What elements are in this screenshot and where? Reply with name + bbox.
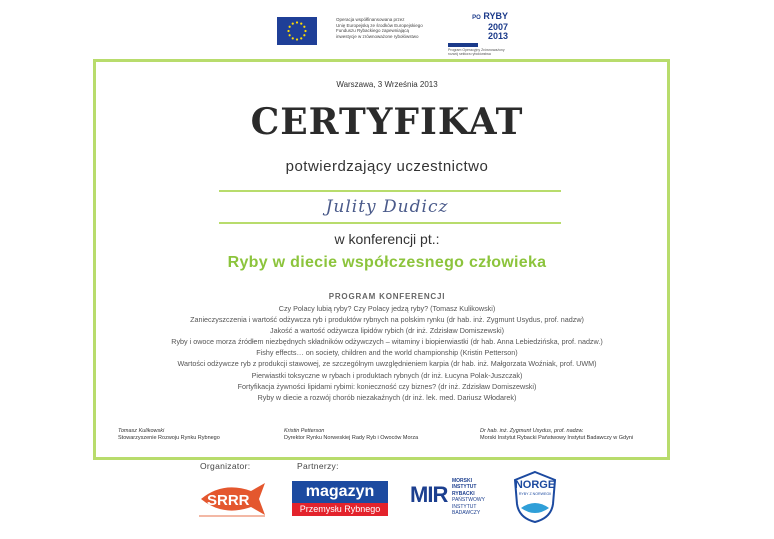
signature-name: Dr hab. inż. Zygmunt Usydus, prof. nadzw.: [480, 428, 584, 434]
po-prefix: PO: [472, 15, 481, 21]
srrr-text: SRRR: [207, 492, 250, 509]
recipient-name: Julity Dudicz: [325, 197, 449, 217]
po-ryby-logo: [448, 12, 508, 54]
program-heading: PROGRAM KONFERENCJI: [328, 292, 446, 301]
signature-name: Tomasz Kulikowski: [118, 428, 165, 434]
program-list: [100, 303, 674, 403]
magazyn-subtitle: Przemysłu Rybnego: [292, 503, 388, 516]
eu-star-icon: [292, 23, 294, 25]
eu-star-icon: [296, 38, 298, 40]
mir-name: [452, 478, 492, 516]
program-item: Zanieczyszczenia i wartość odżywcza ryb i produktów rybnych na polskim rynku (dr hab. inż. Zygmunt Usydus, prof. nadzw): [190, 315, 584, 325]
conference-intro: w konferencji pt.:: [334, 231, 440, 247]
conference-title: Ryby w diecie współczesnego człowieka: [227, 254, 547, 271]
eu-star-icon: [303, 34, 305, 36]
magazyn-logo: [292, 481, 388, 518]
program-item: Fishy effects… on society, children and the world championship (Kristin Petterson): [256, 348, 518, 358]
program-item: Fortyfikacja żywności lipidami rybimi: konieczność czy biznes? (dr inż. Zdzisław Domiszewski): [237, 381, 537, 391]
mir-line: MORSKI: [452, 478, 472, 484]
mir-logo: [410, 476, 490, 526]
eu-star-icon: [300, 23, 302, 25]
po-year-start: 2007: [487, 22, 508, 32]
signature-name: Kristin Petterson: [284, 428, 325, 434]
organizer-label: Organizator:: [200, 461, 251, 471]
eu-funding-text: [336, 17, 436, 39]
eu-star-icon: [300, 37, 302, 39]
mir-line: RYBACKI: [452, 490, 475, 497]
program-item: Jakość a wartość odżywcza lipidów rybich (dr inż. Zdzisław Domiszewski): [269, 326, 505, 336]
certificate-date: Warszawa, 3 Września 2013: [336, 80, 438, 89]
magazyn-title: magazyn: [292, 481, 388, 503]
po-tagline: Program Operacyjny Zrównoważony rozwój sektora rybołówstwa: [448, 48, 505, 56]
signature-role: Morski Instytut Rybacki Państwowy Instytut Badawczy w Gdyni: [480, 435, 634, 441]
certificate-subtitle: potwierdzający uczestnictwo: [285, 158, 489, 175]
eu-star-icon: [296, 21, 298, 23]
mir-line: PAŃSTWOWY: [452, 497, 485, 504]
mir-line: INSTYTUT: [452, 484, 477, 491]
signature-block: [480, 428, 665, 442]
eu-star-icon: [287, 30, 289, 32]
program-item: Pierwiastki toksyczne w rybach i produktach rybnych (dr inż. Łucyna Polak-Juszczak): [251, 370, 523, 380]
po-bar: [448, 43, 478, 47]
signature-role: Stowarzyszenie Rozwoju Rynku Rybnego: [118, 435, 220, 441]
eu-star-icon: [304, 30, 306, 32]
signature-block: [118, 428, 278, 442]
partners-label: Partnerzy:: [297, 461, 339, 471]
mir-text: MIR: [410, 482, 448, 507]
eu-text-line: Funduszu Rybackiego zapewniającą: [336, 28, 410, 34]
program-item: Czy Polacy lubią ryby? Czy Polacy jedzą ryby? (Tomasz Kulikowski): [278, 304, 496, 313]
certificate-title: CERTYFIKAT: [250, 101, 524, 143]
divider-line: [219, 190, 561, 192]
program-item: Ryby w diecie a rozwój chorób niezakaźnych (dr inż. lek. med. Dariusz Włodarek): [257, 392, 517, 402]
po-year-end: 2013: [487, 31, 508, 41]
eu-star-icon: [303, 26, 305, 28]
eu-text-line: Operacja współfinansowana przez: [336, 17, 405, 22]
mir-line: BADAWCZY: [452, 510, 481, 517]
po-word: RYBY: [483, 11, 508, 21]
program-item: Wartości odżywcze ryb z produkcji stawowej, ze szczególnym uwzględnieniem karpia (dr hab. inż. Małgorzata Woźniak, prof. UWM): [177, 359, 597, 369]
signature-block: [284, 428, 474, 442]
eu-star-icon: [289, 34, 291, 36]
signature-role: Dyrektor Rynku Norweskiej Rady Ryb i Owoców Morza: [284, 435, 419, 441]
eu-flag-logo: [277, 17, 317, 45]
signature-line: [219, 222, 561, 224]
program-item: Ryby i owoce morza źródłem niezbędnych składników odżywczych – witaminy i biopierwiastki (dr hab. Anna Lebiedzińska, prof. nadzw.): [171, 337, 603, 347]
eu-text-line: inwestycje w zrównoważone rybołówstwo: [336, 33, 419, 39]
norge-text: NORGE: [514, 479, 556, 491]
eu-text-line: Unię Europejską ze środków Europejskiego: [336, 22, 423, 28]
eu-star-icon: [289, 26, 291, 28]
srrr-logo: [193, 479, 273, 519]
norge-subtext: RYBY Z NORWEGII: [518, 492, 552, 496]
mir-line: INSTYTUT: [452, 503, 477, 510]
eu-star-icon: [292, 37, 294, 39]
norge-logo: [511, 470, 559, 524]
